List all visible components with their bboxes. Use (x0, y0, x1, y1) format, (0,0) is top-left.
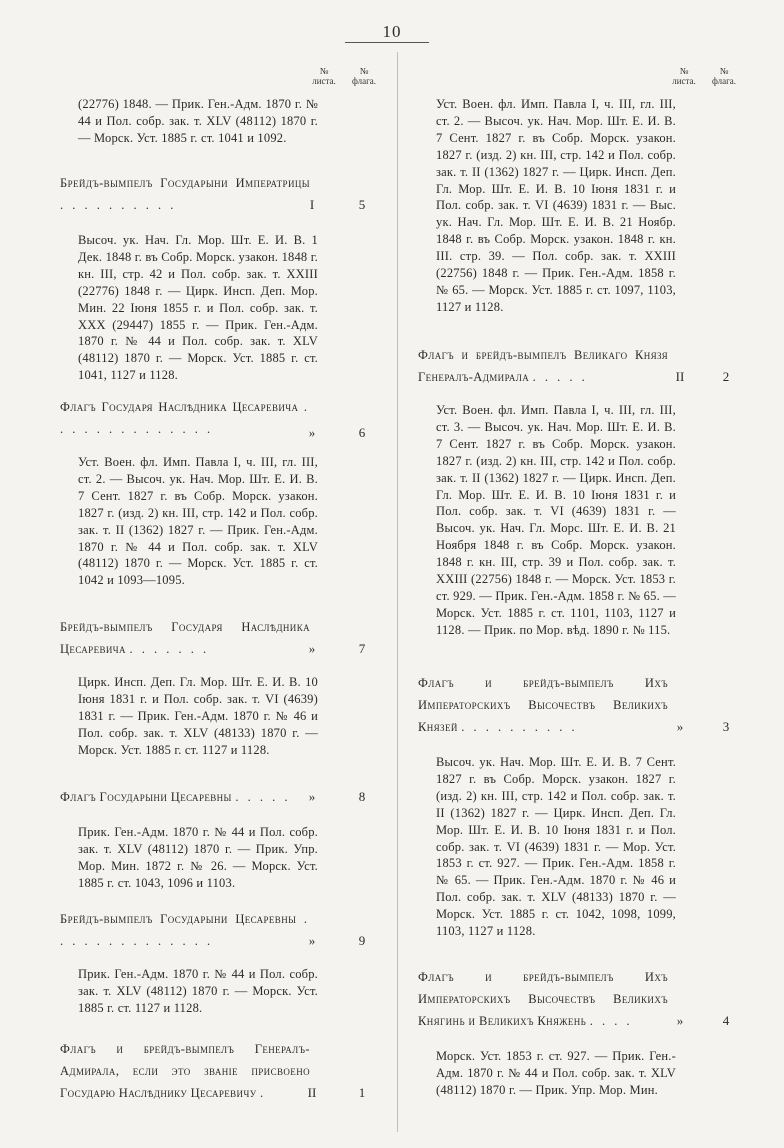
entry-title: Флагъ и брейдъ-вымпелъ Ихъ Императорскихъ Высочествъ Великихъ Княгинь и Великихъ Княжень . . . . (418, 970, 668, 1028)
continuation-text: Уст. Воен. фл. Имп. Павла I, ч. III, гл. III, ст. 2. — Высоч. ук. Нач. Мор. Шт. Е. И. В. 7 Сент. 1827 г. въ Собр. Морск. узакон. 1827 г. (изд. 2) кн. III, стр. 142 и Пол. собр. зак. т. II (1362) 1827 г. — Цирк. Инсп. Деп. Гл. Мор. Шт. Е. И. В. 10 Іюня 1831 г. и Пол. собр. зак. т. VI (4639) 1831 г. — Выс. ук. Нач. Гл. Мор. Шт. Е. И. В. 21 Ноябр. 1848 г. въ Собр. Морск. узакон. 1848 г. кн. III. стр. 39. — Пол. собр. зак. т. XXIII (22756) 1848 г. — Прик. Ген.-Адм. 1858 г. № 65. — Морск. Уст. 1885 г. ст. 1097, 1103, 1127 и 1128. (436, 97, 676, 314)
entry-title: Флагъ Государя Наслѣдника Цесаревича . . . . . . . . . . . . . . (60, 400, 310, 436)
flag-number: 5 (358, 197, 366, 212)
flag-number: 2 (722, 369, 730, 384)
sheet-column-header: № листа. (312, 66, 336, 86)
flag-number: 4 (722, 1013, 730, 1028)
entry-title: Флагъ и брейдъ-вымпелъ Великаго Князя Генералъ-Адмирала . . . . . (418, 348, 668, 384)
sheet-number: » (308, 789, 316, 804)
entry-body: Уст. Воен. фл. Имп. Павла I, ч. III, гл. III, ст. 3. — Высоч. ук. Нач. Мор. Шт. Е. И. В. 7 Сент. 1827 г. въ Собр. Морск. узакон. 1827 г. (изд. 2) кн. III, стр. 142 и Пол. собр. зак. т. II (1362) 1827 г. — Цирк. Инсп. Деп. Гл. Мор. Шт. Е. И. В. 10 Іюня 1831 г. и Пол. собр. зак. т. VI (4639) 1831 г. — Высоч. ук. Нач. Гл. Морс. Шт. Е. И. В. 21 Ноября 1848 г. въ Собр. Морск. узакон. 1848 г. кн. III, стр. 39 и Пол. собр. зак. т. XXIII (22756) 1848 г. — Морск. Уст. 1853 г. ст. 929. — Прик. Ген.-Адм. 1858 г. № 65. — Морск. Уст. 1885 г. ст. 1101, 1103, 1127 и 1128. — Прик. по Мор. вѣд. 1890 г. № 115. (436, 403, 676, 637)
entry-body: Высоч. ук. Нач. Мор. Шт. Е. И. В. 7 Сент. 1827 г. въ Собр. Морск. узакон. 1827 г. (изд. 2) кн. III, стр. 142 и Пол. собр. зак. т. II (1362) 1827 г. — Цирк. Инсп. Деп. Гл. Мор. Шт. Е. И. В. 10 Іюня 1831 г. и Пол. собр. зак. т. VI (4639) 1831 г. — Мор. Уст. 1853 г. ст. 927. — Прик. Ген.-Адм. 1858 г. № 65. — Прик. Ген.-Адм. 1870 г. № 46 и Пол. собр. зак. т. XLV (48133) 1870 г. — Морск. Уст. 1885 г. ст. 1042, 1098, 1099, 1103, 1127 и 1128. (436, 755, 676, 939)
sheet-number: » (308, 425, 316, 440)
entry-title: Брейдъ-вымпелъ Государя Наслѣдника Цесаревича . . . . . . . (60, 620, 310, 656)
entry-body: Высоч. ук. Нач. Гл. Мор. Шт. Е. И. В. 1 Дек. 1848 г. въ Собр. Морск. узакон. 1848 г. кн. III, стр. 42 и Пол. собр. зак. т. XXIII (22776) 1848 г. — Цирк. Инсп. Деп. Мор. Мин. 22 Іюня 1855 г. и Пол. собр. зак. т. XXX (29447) 1855 г. — Прик. Ген.-Адм. 1870 г. № 44 и Пол. собр. зак. т. XLV (48112) 1870 г. — Морск. Уст. 1885 г. ст. 1041, 1127 и 1128. (78, 233, 318, 383)
entry-title: Брейдъ-вымпелъ Государыни Цесаревны . . . . . . . . . . . . . . (60, 912, 310, 948)
entry-body: Прик. Ген.-Адм. 1870 г. № 44 и Пол. собр. зак. т. XLV (48112) 1870 г. — Морск. Уст. 1885 г. ст. 1127 и 1128. (78, 967, 318, 1015)
header-rule (345, 42, 429, 43)
entry-body: Уст. Воен. фл. Имп. Павла I, ч. III, гл. III, ст. 2. — Высоч. ук. Нач. Мор. Шт. Е. И. В. 7 Сент. 1827 г. въ Собр. Морск. узакон. 1827 г. (изд. 2) кн. III, стр. 142 и Пол. собр. зак. т. II (1362) 1827 г. — Прик. Ген.-Адм. 1870 г. № 44 и Пол. собр. зак. т. XLV (48112) 1870 г. — Морск. Уст. 1885 г. ст. 1042 и 1093—1095. (78, 455, 318, 588)
entry-title: Флагъ Государыни Цесаревны . . . . . (60, 790, 291, 804)
sheet-number: » (676, 719, 684, 734)
entry-body: Прик. Ген.-Адм. 1870 г. № 44 и Пол. собр. зак. т. XLV (48112) 1870 г. — Прик. Упр. Мор. Мин. 1872 г. № 26. — Морск. Уст. 1885 г. ст. 1043, 1096 и 1103. (78, 825, 318, 890)
column-divider (397, 52, 398, 1132)
flag-column-header: № флага. (711, 66, 737, 86)
flag-column-header: № флага. (351, 66, 377, 86)
sheet-number: II (675, 369, 685, 384)
entry-title: Флагъ и брейдъ-вымпелъ Ихъ Императорскихъ Высочествъ Великихъ Князей . . . . . . . . . . (418, 676, 668, 734)
flag-number: 3 (722, 719, 730, 734)
sheet-number: » (308, 933, 316, 948)
flag-number: 9 (358, 933, 366, 948)
flag-number: 6 (358, 425, 366, 440)
entry-body: Морск. Уст. 1853 г. ст. 927. — Прик. Ген.-Адм. 1870 г. № 44 и Пол. собр. зак. т. XLV (48112) 1870 г. — Прик. Упр. Мор. Мин. (436, 1049, 676, 1097)
sheet-number: I (309, 197, 315, 212)
sheet-column-header: № листа. (672, 66, 696, 86)
continuation-text: (22776) 1848. — Прик. Ген.-Адм. 1870 г. № 44 и Пол. собр. зак. т. XLV (48112) 1870 г. — Морск. Уст. 1885 г. ст. 1041 и 1092. (78, 97, 318, 145)
entry-title: Флагъ и брейдъ-вымпелъ Генералъ-Адмирала, если это званіе присвоено Государю Наслѣднику Цесаревичу . (60, 1042, 310, 1100)
page-number: 10 (382, 22, 402, 41)
flag-number: 7 (358, 641, 366, 656)
flag-number: 1 (358, 1085, 366, 1100)
sheet-number: II (307, 1085, 317, 1100)
sheet-number: » (676, 1013, 684, 1028)
flag-number: 8 (358, 789, 366, 804)
entry-title: Брейдъ-вымпелъ Государыни Императрицы . . . . . . . . . . (60, 176, 310, 212)
entry-body: Цирк. Инсп. Деп. Гл. Мор. Шт. Е. И. В. 10 Іюня 1831 г. и Пол. собр. зак. т. VI (4639) 1831 г. — Прик. Ген.-Адм. 1870 г. № 46 и Пол. собр. зак. т. XLV (48133) 1870 г. — Морск. Уст. 1885 г. ст. 1127 и 1128. (78, 675, 318, 757)
sheet-number: » (308, 641, 316, 656)
